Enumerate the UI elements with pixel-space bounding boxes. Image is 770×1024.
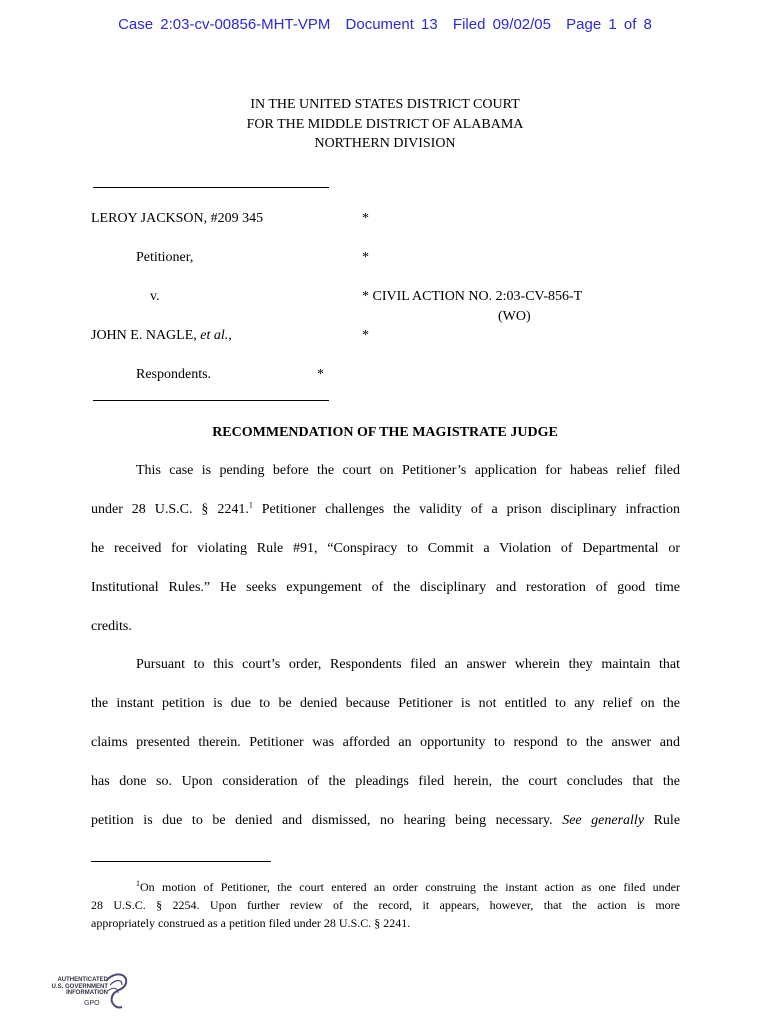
body-line: has done so. Upon consideration of the pleadings filed herein, the court concludes that the (91, 774, 680, 789)
footnote-marker: 1 (248, 502, 253, 510)
footnote-rule (91, 861, 271, 862)
body-line: Institutional Rules.” He seeks expungement of the disciplinary and restoration of good time (91, 580, 680, 595)
respondent-role: Respondents. (136, 367, 212, 382)
caption-star-4: * (317, 367, 324, 382)
caption-star-1: * (362, 211, 369, 226)
body-text: petition is due to be denied and dismissed, no hearing being necessary. (91, 813, 553, 828)
versus: v. (150, 289, 160, 304)
footnote-line (136, 880, 680, 898)
body-line (91, 813, 680, 833)
body-text: under 28 U.S.C. § 2241. (91, 502, 249, 517)
page-number: Page 1 of 8 (566, 16, 652, 33)
respondent-comma: , (228, 328, 232, 343)
document-number: Document 13 (345, 16, 438, 33)
body-text: Petitioner challenges the validity of a prison disciplinary infraction (252, 502, 680, 517)
caption-bottom-rule (93, 400, 329, 401)
body-line: he received for violating Rule #91, “Conspiracy to Commit a Violation of Departmental or (91, 541, 680, 556)
document-title: RECOMMENDATION OF THE MAGISTRATE JUDGE (212, 425, 558, 440)
footnote-text: On motion of Petitioner, the court entered an order construing the instant action as one filed under (140, 880, 680, 894)
gpo-authentication-logo (44, 971, 134, 1011)
et-al: et al. (200, 328, 229, 343)
court-line-1: IN THE UNITED STATES DISTRICT COURT (250, 97, 520, 112)
filed-date: Filed 09/02/05 (452, 16, 551, 33)
logo-line-1: AUTHENTICATED (57, 977, 108, 983)
court-heading (0, 95, 770, 154)
filing-header (0, 16, 770, 33)
caption-star-3: * (362, 328, 369, 343)
citation-signal: See generally (562, 813, 645, 828)
logo-gpo: GPO (84, 1000, 100, 1007)
body-line (91, 502, 680, 522)
caption-top-rule (93, 187, 329, 188)
respondent-name-text: JOHN E. NAGLE, (91, 328, 197, 343)
footnote-line: 28 U.S.C. § 2254. Upon further review of the record, it appears, however, that the action is more (91, 898, 680, 912)
body-line: This case is pending before the court on Petitioner’s application for habeas relief filed (136, 463, 680, 478)
logo-line-3: INFORMATION (66, 990, 108, 996)
body-line: Pursuant to this court’s order, Respondents filed an answer wherein they maintain that (136, 657, 680, 672)
body-line: claims presented therein. Petitioner was afforded an opportunity to respond to the answer and (91, 735, 680, 750)
eagle-icon (102, 971, 132, 1011)
logo-line-2: U.S. GOVERNMENT (51, 983, 108, 990)
caption-star-2: * (362, 250, 369, 265)
body-line: the instant petition is due to be denied because Petitioner is not entitled to any relief on the (91, 696, 680, 711)
footnote-line: appropriately construed as a petition filed under 28 U.S.C. § 2241. (91, 916, 411, 930)
court-line-2: FOR THE MIDDLE DISTRICT OF ALABAMA (246, 116, 524, 132)
petitioner-role: Petitioner, (136, 250, 194, 265)
logo-text (44, 977, 108, 997)
court-line-3: NORTHERN DIVISION (314, 136, 456, 151)
body-line: credits. (91, 619, 132, 634)
petitioner-name: LEROY JACKSON, #209 345 (91, 211, 264, 226)
footnote-mark: 1 (136, 880, 140, 888)
case-number: Case 2:03-cv-00856-MHT-VPM (118, 16, 331, 33)
respondent-name (91, 328, 232, 344)
wo-designation: (WO) (498, 309, 531, 324)
civil-action-number: * CIVIL ACTION NO. 2:03-CV-856-T (362, 289, 583, 304)
body-text: Rule (653, 813, 680, 828)
